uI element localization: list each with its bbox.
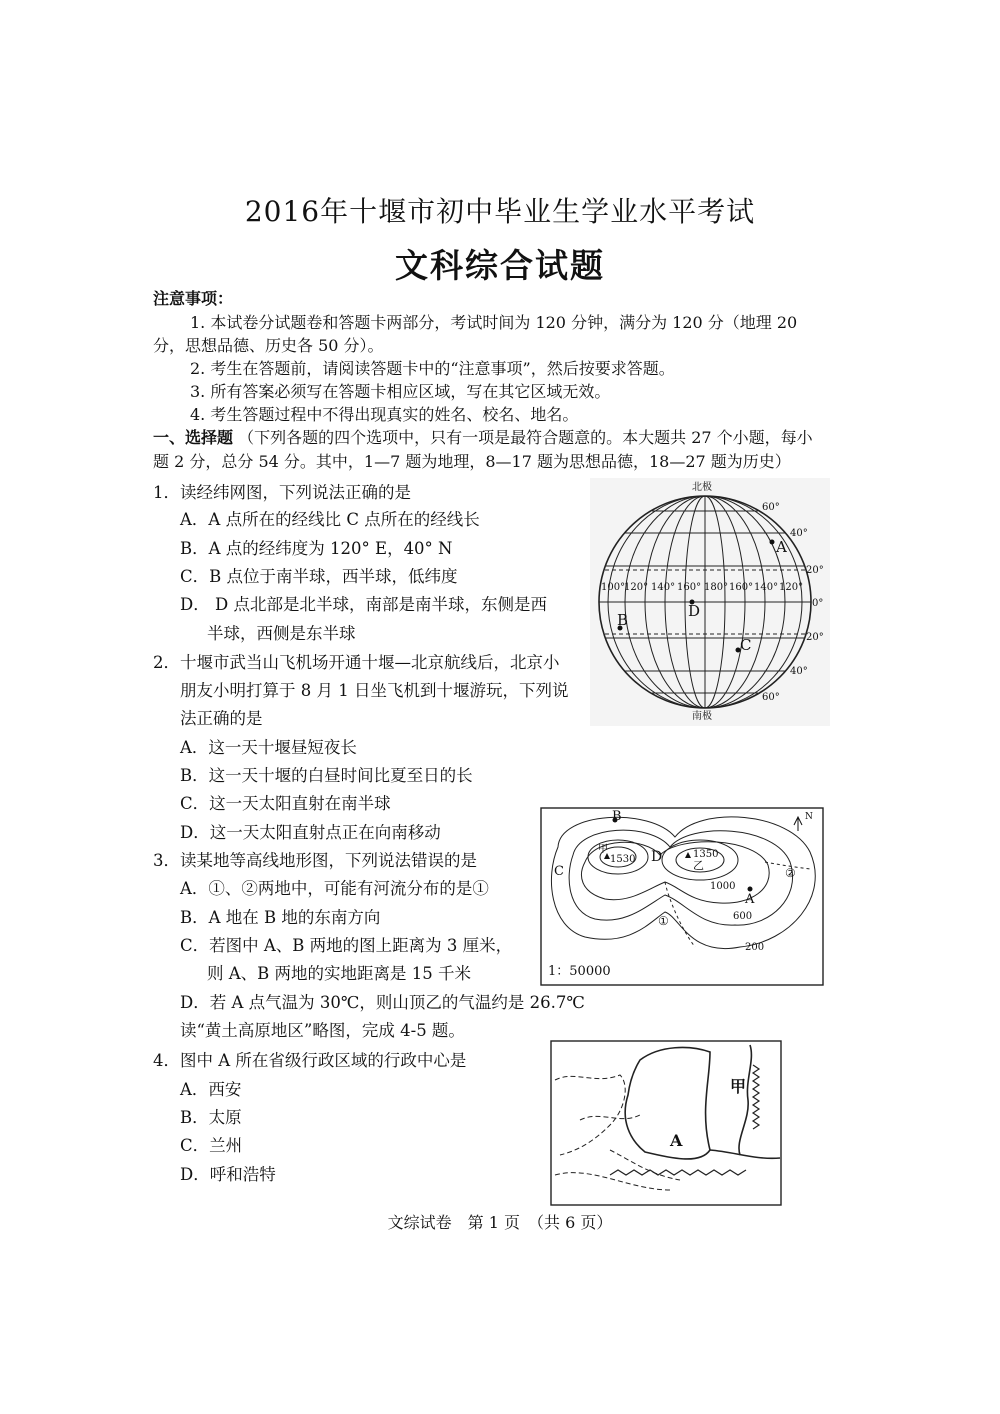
contour-north-label: N (805, 812, 813, 822)
contour-label-1000: 1000 (710, 881, 736, 892)
globe-lon-label: 120° (779, 582, 804, 593)
q3-option-a: A．①、②两地中，可能有河流分布的是① (180, 879, 489, 898)
globe-figure (590, 478, 830, 726)
section-heading: 一、选择题 (153, 428, 234, 447)
contour-label-200: 200 (745, 942, 765, 953)
q2-option-b: B．这一天十堰的白昼时间比夏至日的长 (180, 766, 473, 785)
globe-point-b: B (617, 611, 629, 629)
q1-option-d-cont: 半球，西侧是东半球 (207, 624, 356, 643)
q4-option-a: A．西安 (180, 1080, 242, 1099)
notice-item-3: 3. 所有答案必须写在答题卡相应区域，写在其它区域无效。 (190, 382, 611, 401)
q3-option-c-cont: 则 A、B 两地的实地距离是 15 千米 (207, 964, 472, 983)
q1-stem: 1．读经纬网图，下列说法正确的是 (153, 483, 411, 502)
q1-option-d: D． D 点北部是北半球，南部是南半球，东侧是西 (180, 595, 547, 614)
q4-option-d: D．呼和浩特 (180, 1165, 276, 1184)
q3-option-c: C．若图中 A、B 两地的图上距离为 3 厘米， (180, 936, 513, 955)
q4-option-c: C．兰州 (180, 1136, 243, 1155)
q1-option-a: A．A 点所在的经线比 C 点所在的经线长 (180, 510, 480, 529)
q1-option-b: B．A 点的经纬度为 120° E，40° N (180, 539, 453, 558)
exam-title: 2016年十堰市初中毕业生学业水平考试 (244, 195, 756, 228)
q2-option-a: A．这一天十堰昼短夜长 (180, 738, 357, 757)
q2-stem-3: 法正确的是 (180, 709, 263, 728)
contour-scale: 1：50000 (548, 964, 611, 979)
section-desc-1: （下列各题的四个选项中，只有一项是最符合题意的。本大题共 27 个小题，每小 (238, 428, 813, 447)
contour-label-d: D (651, 849, 663, 865)
q2-option-d: D．这一天太阳直射点正在向南移动 (180, 823, 441, 842)
globe-lon-label: 140° (651, 582, 676, 593)
globe-lon-label: 180° (704, 582, 729, 593)
notice-item-1-cont: 分，思想品德、历史各 50 分）。 (153, 336, 384, 355)
notice-item-2: 2. 考生在答题前，请阅读答题卡中的“注意事项”，然后按要求答题。 (190, 359, 675, 378)
contour-label-b: B (612, 809, 622, 824)
globe-lon-label: 140° (754, 582, 779, 593)
loess-label-a: A (670, 1131, 683, 1150)
q2-stem-1: 2．十堰市武当山飞机场开通十堰—北京航线后，北京小 (153, 653, 560, 672)
loess-map-frame (551, 1041, 781, 1205)
section-line-1 (153, 427, 813, 449)
globe-point-a: A (776, 538, 787, 556)
contour-label-a: A (745, 892, 755, 907)
q4-stem: 4．图中 A 所在省级行政区域的行政中心是 (153, 1051, 467, 1070)
globe-lon-label: 160° (677, 582, 702, 593)
contour-frame (541, 808, 823, 985)
q2-option-c: C．这一天太阳直射在南半球 (180, 794, 391, 813)
contour-label-circle-2: ② (785, 866, 796, 880)
globe-lat-label: 60° (762, 692, 780, 703)
q2-stem-2: 朋友小明打算于 8 月 1 日坐飞机到十堰游玩，下列说 (180, 681, 569, 700)
intro-q4-5: 读“黄土高原地区”略图，完成 4-5 题。 (180, 1021, 465, 1040)
q1-option-c: C．B 点位于南半球，西半球，低纬度 (180, 567, 458, 586)
notice-heading: 注意事项： (153, 289, 234, 308)
contour-label-1350: 1350 (693, 849, 719, 860)
contour-label-600: 600 (733, 911, 753, 922)
globe-lon-label: 160° (729, 582, 754, 593)
q4-option-b: B．太原 (180, 1108, 242, 1127)
contour-map (540, 807, 825, 987)
loess-plateau-map (550, 1040, 782, 1206)
contour-label-jia: 甲 (598, 844, 608, 855)
contour-label-c: C (554, 864, 564, 879)
globe-south-label: 南极 (692, 711, 712, 722)
globe-point-d: D (688, 602, 701, 620)
q3-option-d: D．若 A 点气温为 30℃，则山顶乙的气温约是 26.7℃ (180, 993, 585, 1012)
notice-item-1: 1. 本试卷分试题卷和答题卡两部分，考试时间为 120 分钟，满分为 120 分（地理 20 (190, 313, 798, 332)
contour-label-yi: 乙 (693, 859, 704, 872)
page-footer: 文综试卷 第 1 页 （共 6 页） (387, 1213, 613, 1232)
globe-lat-label: 60° (762, 502, 780, 513)
globe-point-c: C (740, 636, 752, 654)
globe-lat-label: 20° (806, 565, 824, 576)
globe-lon-label: 120° (624, 582, 649, 593)
globe-point-a-dot (770, 540, 775, 545)
q3-option-b: B．A 地在 B 地的东南方向 (180, 908, 381, 927)
section-desc-2: 题 2 分，总分 54 分。其中，1—7 题为地理，8—17 题为思想品德，18—27 题为历史） (153, 452, 791, 471)
globe-lon-label: 100° (601, 582, 626, 593)
globe-lat-label: 40° (790, 528, 808, 539)
globe-north-label: 北极 (692, 482, 712, 493)
globe-lat-label: 0° (812, 598, 824, 609)
notice-item-4: 4. 考生答题过程中不得出现真实的姓名、校名、地名。 (190, 405, 579, 424)
contour-label-1530: 1530 (610, 854, 636, 865)
contour-point-a-dot (748, 887, 753, 892)
q3-stem: 3．读某地等高线地形图，下列说法错误的是 (153, 851, 477, 870)
loess-label-jia: 甲 (730, 1077, 747, 1096)
exam-subtitle: 文科综合试题 (395, 246, 605, 285)
contour-label-circle-1: ① (658, 914, 669, 928)
globe-lat-label: 40° (790, 666, 808, 677)
globe-lat-label: 20° (806, 632, 824, 643)
